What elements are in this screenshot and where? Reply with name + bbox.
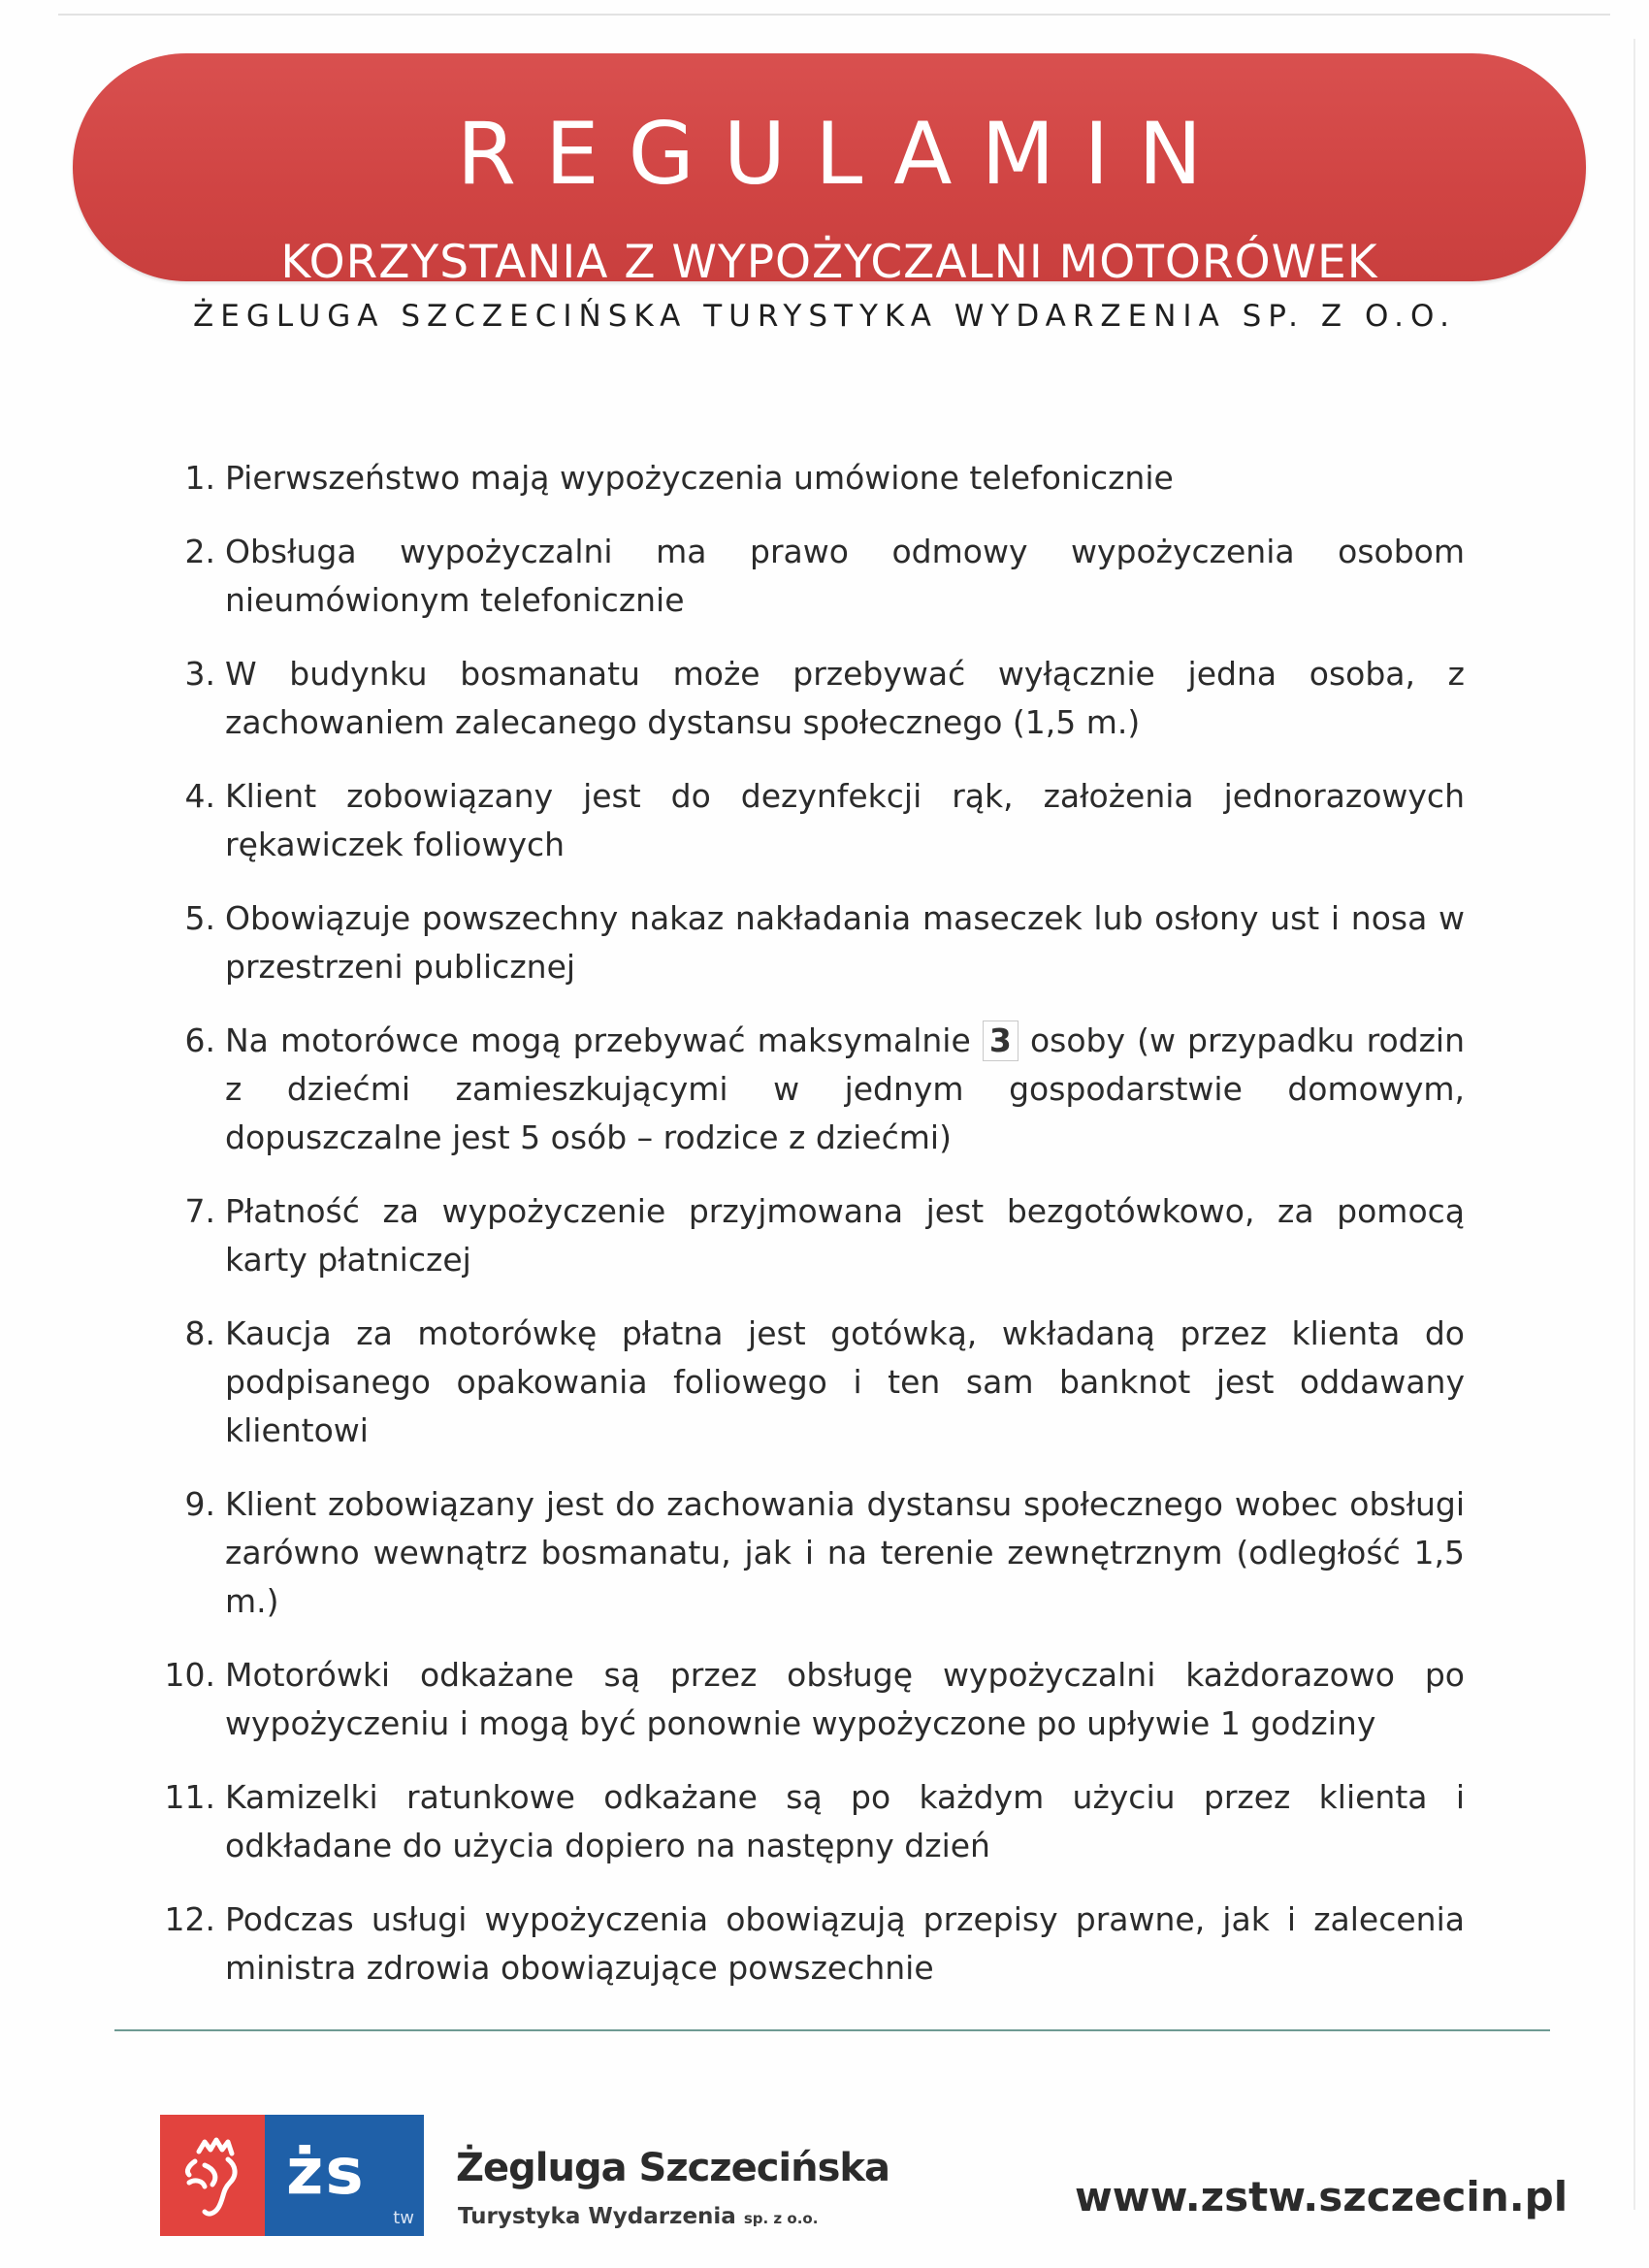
rule-item — [155, 1895, 1465, 1993]
rule-number: 7. — [184, 1192, 215, 1230]
rule-item — [155, 772, 1465, 869]
rule-item — [155, 1017, 1465, 1162]
rule-number: 2. — [184, 533, 215, 570]
rule-number: 5. — [184, 899, 215, 937]
rule-number: 12. — [164, 1900, 215, 1938]
rule-text-after: osoby (w przypadku rodzin z dziećmi zamieszkującymi w jednym gospodarstwie domowym, dopuszczalne jest 5 osób – rodzice z dziećmi) — [225, 1021, 1465, 1156]
rule-text: Kamizelki ratunkowe odkażane są po każdym użyciu przez klienta i odkładane do użycia dopiero na następny dzień — [225, 1778, 1465, 1864]
rule-item — [155, 1480, 1465, 1626]
rule-text — [225, 1017, 1465, 1162]
griffin-crown-emblem-icon — [160, 2115, 265, 2236]
rule-text: Klient zobowiązany jest do zachowania dystansu społecznego wobec obsługi zarówno wewnątrz bosmanatu, jak i na terenie zewnętrznym (odległość 1,5 m.) — [225, 1485, 1465, 1620]
rule-item — [155, 528, 1465, 625]
rule-text-before: Na motorówce mogą przebywać maksymalnie — [225, 1021, 971, 1059]
logo-letters: żs — [286, 2134, 366, 2209]
logo-emblem-panel — [160, 2115, 265, 2236]
logo-letters-panel — [265, 2115, 424, 2236]
rule-item — [155, 454, 1465, 502]
rule-item — [155, 1773, 1465, 1870]
footer-divider — [114, 2029, 1550, 2031]
page-subtitle: KORZYSTANIA Z WYPOŻYCZALNI MOTORÓWEK — [280, 236, 1378, 289]
rule-text: W budynku bosmanatu może przebywać wyłącznie jedna osoba, z zachowaniem zalecanego dystansu społecznego (1,5 m.) — [225, 655, 1465, 741]
company-name: ŻEGLUGA SZCZECIŃSKA TURYSTYKA WYDARZENIA SP. Z O.O. — [193, 299, 1456, 334]
rule-number: 4. — [184, 777, 215, 815]
rule-text: Klient zobowiązany jest do dezynfekcji rąk, założenia jednorazowych rękawiczek foliowych — [225, 777, 1465, 863]
rule-text: Kaucja za motorówkę płatna jest gotówką, wkładaną przez klienta do podpisanego opakowania foliowego i ten sam banknot jest oddawany klientowi — [225, 1314, 1465, 1449]
rule-item — [155, 650, 1465, 747]
rule-number: 3. — [184, 655, 215, 693]
organization-name: Żegluga Szczecińska — [456, 2146, 890, 2190]
scan-edge — [58, 14, 1610, 16]
scan-edge — [1633, 39, 1635, 2210]
rule-number: 9. — [184, 1485, 215, 1523]
max-persons-value: 3 — [983, 1021, 1018, 1061]
rule-number: 10. — [164, 1656, 215, 1694]
website-url: www.zstw.szczecin.pl — [1075, 2173, 1568, 2220]
organization-subtitle — [458, 2204, 818, 2229]
rule-text: Podczas usługi wypożyczenia obowiązują przepisy prawne, jak i zalecenia ministra zdrowia obowiązujące powszechnie — [225, 1900, 1465, 1987]
rule-text: Motorówki odkażane są przez obsługę wypożyczalni każdorazowo po wypożyczeniu i mogą być ponownie wypożyczone po upływie 1 godziny — [225, 1656, 1465, 1742]
rule-text: Obowiązuje powszechny nakaz nakładania maseczek lub osłony ust i nosa w przestrzeni publicznej — [225, 899, 1465, 986]
rule-text: Obsługa wypożyczalni ma prawo odmowy wypożyczenia osobom nieumówionym telefonicznie — [225, 533, 1465, 619]
rule-number: 1. — [184, 459, 215, 497]
rule-number: 6. — [184, 1021, 215, 1059]
rule-text: Płatność za wypożyczenie przyjmowana jest bezgotówkowo, za pomocą karty płatniczej — [225, 1192, 1465, 1279]
rule-number: 8. — [184, 1314, 215, 1352]
rule-number: 11. — [164, 1778, 215, 1816]
rule-item — [155, 1310, 1465, 1455]
rules-list — [155, 454, 1465, 2018]
logo-suffix: tw — [393, 2208, 414, 2228]
rule-item — [155, 1187, 1465, 1284]
organization-legal-form: sp. z o.o. — [743, 2210, 819, 2227]
rule-item — [155, 894, 1465, 991]
company-logo — [160, 2115, 424, 2236]
page-title: REGULAMIN — [456, 104, 1232, 204]
rule-text: Pierwszeństwo mają wypożyczenia umówione telefonicznie — [225, 459, 1174, 497]
title-banner — [73, 53, 1586, 289]
organization-tagline: Turystyka Wydarzenia — [458, 2204, 736, 2229]
rule-item — [155, 1651, 1465, 1748]
